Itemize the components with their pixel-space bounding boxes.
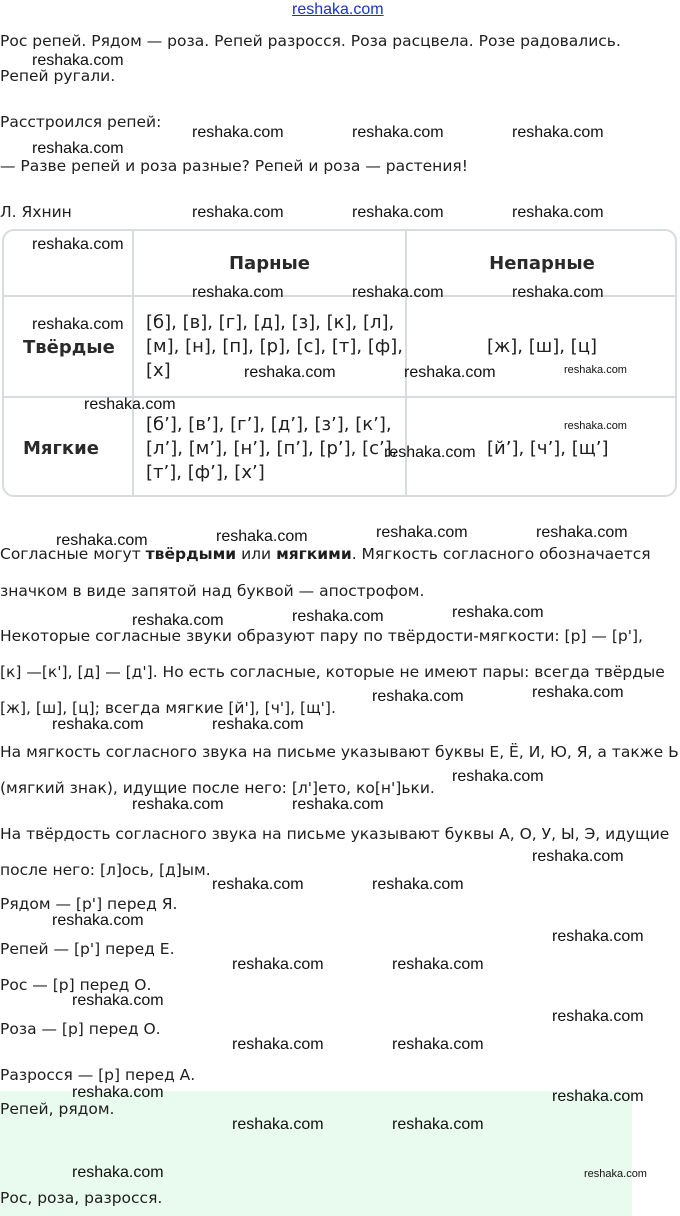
watermark: reshaka.com <box>84 396 176 413</box>
site-link[interactable]: reshaka.com <box>292 1 384 18</box>
watermark: reshaka.com <box>376 524 468 541</box>
answer-line-1: Репей, рядом. <box>0 1100 115 1118</box>
watermark: reshaka.com <box>564 420 627 432</box>
watermark: reshaka.com <box>452 604 544 621</box>
watermark: reshaka.com <box>52 912 144 929</box>
watermark: reshaka.com <box>212 716 304 733</box>
watermark: reshaka.com <box>72 1084 164 1101</box>
hard-paired-line: [х] <box>146 360 171 381</box>
watermark: reshaka.com <box>552 1088 644 1105</box>
rule-4-line-1: На твёрдость согласного звука на письме указывают буквы А, О, У, Ы, Э, идущие <box>0 825 670 843</box>
watermark: reshaka.com <box>216 528 308 545</box>
rule-bold-hard: твёрдыми <box>145 545 237 563</box>
rule-2-line-1: Некоторые согласные звуки образуют пару по твёрдости-мягкости: [р] — [р'], <box>0 627 643 645</box>
watermark: reshaka.com <box>56 532 148 549</box>
watermark: reshaka.com <box>72 1164 164 1181</box>
row-hard-label: Твёрдые <box>23 337 115 358</box>
watermark: reshaka.com <box>32 140 124 157</box>
watermark: reshaka.com <box>536 524 628 541</box>
watermark: reshaka.com <box>512 204 604 221</box>
watermark: reshaka.com <box>192 204 284 221</box>
soft-paired-cell <box>146 413 397 485</box>
watermark: reshaka.com <box>232 1116 324 1133</box>
watermark: reshaka.com <box>372 876 464 893</box>
analysis-line: Рос — [р] перед О. <box>0 976 152 994</box>
watermark: reshaka.com <box>352 204 444 221</box>
watermark: reshaka.com <box>292 796 384 813</box>
watermark: reshaka.com <box>392 956 484 973</box>
soft-paired-line: [л’], [м’], [н’], [п’], [р’], [с’], <box>146 438 398 459</box>
header-paired: Парные <box>228 253 311 274</box>
poem-line-2: Репей ругали. <box>0 67 116 85</box>
watermark: reshaka.com <box>212 876 304 893</box>
watermark: reshaka.com <box>192 284 284 301</box>
hard-paired-line: [б], [в], [г], [д], [з], [к], [л], <box>146 312 395 333</box>
rule-1-line-2: значком в виде запятой над буквой — апострофом. <box>0 582 425 600</box>
answer-line-2: Рос, роза, разросся. <box>0 1189 163 1207</box>
poem-author: Л. Яхнин <box>0 203 72 221</box>
watermark: reshaka.com <box>532 684 624 701</box>
watermark: reshaka.com <box>564 364 627 376</box>
analysis-line: Рядом — [р'] перед Я. <box>0 895 178 913</box>
watermark: reshaka.com <box>32 316 124 333</box>
watermark: reshaka.com <box>392 1036 484 1053</box>
rule-text: . Мягкость согласного обозначается <box>351 545 651 563</box>
header-unpaired: Непарные <box>489 253 595 274</box>
rule-2-line-3: [ж], [ш], [ц]; всегда мягкие [й'], [ч'], [щ']. <box>0 699 336 717</box>
watermark: reshaka.com <box>132 612 224 629</box>
watermark: reshaka.com <box>292 608 384 625</box>
rule-2-line-2: [к] —[к'], [д] — [д']. Но есть согласные, которые не имеют пары: всегда твёрдые <box>0 663 665 681</box>
consonant-table <box>2 229 677 497</box>
soft-paired-line: [б’], [в’], [г’], [д’], [з’], [к’], <box>146 414 392 435</box>
watermark: reshaka.com <box>532 848 624 865</box>
watermark: reshaka.com <box>232 1036 324 1053</box>
watermark: reshaka.com <box>372 688 464 705</box>
hard-paired-line: [м], [н], [п], [р], [с], [т], [ф], <box>146 336 404 357</box>
rule-text: или <box>236 545 277 563</box>
watermark: reshaka.com <box>392 1116 484 1133</box>
watermark: reshaka.com <box>232 956 324 973</box>
watermark: reshaka.com <box>512 284 604 301</box>
rule-3-line-1: На мягкость согласного звука на письме указывают буквы Е, Ё, И, Ю, Я, а также Ь <box>0 743 679 761</box>
row-soft-label: Мягкие <box>23 438 99 459</box>
watermark: reshaka.com <box>552 928 644 945</box>
analysis-line: Репей — [р'] перед Е. <box>0 940 175 958</box>
poem-line-4: — Разве репей и роза разные? Репей и роза — растения! <box>0 157 468 175</box>
soft-unpaired-cell: [й’], [ч’], [щ’] <box>487 438 609 459</box>
watermark: reshaka.com <box>32 236 124 253</box>
watermark: reshaka.com <box>384 444 476 461</box>
watermark: reshaka.com <box>404 364 496 381</box>
watermark: reshaka.com <box>72 992 164 1009</box>
poem-line-1: Рос репей. Рядом — роза. Репей разросся. Роза расцвела. Розе радовались. <box>0 32 621 50</box>
watermark: reshaka.com <box>244 364 336 381</box>
analysis-line: Разросся — [р] перед А. <box>0 1066 196 1084</box>
watermark: reshaka.com <box>192 124 284 141</box>
watermark: reshaka.com <box>132 796 224 813</box>
hard-unpaired-cell: [ж], [ш], [ц] <box>487 336 597 357</box>
watermark: reshaka.com <box>452 768 544 785</box>
watermark: reshaka.com <box>352 284 444 301</box>
watermark: reshaka.com <box>52 716 144 733</box>
watermark: reshaka.com <box>584 1168 647 1180</box>
watermark: reshaka.com <box>512 124 604 141</box>
rule-4-line-2: после него: [л]ось, [д]ым. <box>0 861 211 879</box>
watermark: reshaka.com <box>552 1008 644 1025</box>
soft-paired-line: [т’], [ф’], [х’] <box>146 462 265 483</box>
analysis-line: Роза — [р] перед О. <box>0 1020 161 1038</box>
poem-line-3: Расстроился репей: <box>0 113 162 131</box>
rule-text: Согласные могут <box>0 545 146 563</box>
watermark: reshaka.com <box>32 52 124 69</box>
rule-bold-soft: мягкими <box>276 545 352 563</box>
watermark: reshaka.com <box>352 124 444 141</box>
rule-3-line-2: (мягкий знак), идущие после него: [л']ето, ко[н']ьки. <box>0 779 435 797</box>
